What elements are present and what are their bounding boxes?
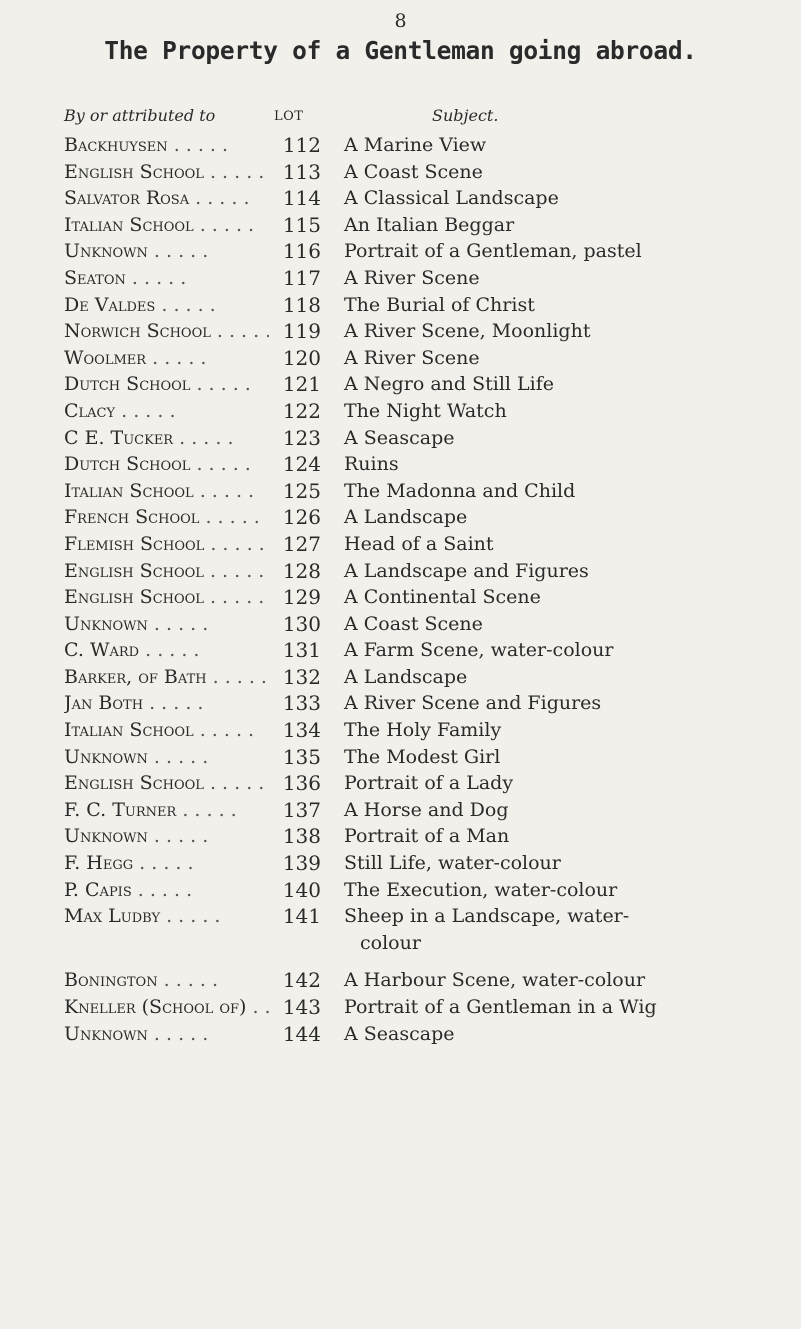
lot-number: 114 (282, 186, 321, 211)
lot-number: 136 (282, 771, 321, 796)
lot-artist: English School . . (64, 558, 269, 585)
lot-subject-text: A Seascape (344, 426, 455, 449)
lot-artist: Unknown . . (64, 823, 269, 850)
lot-subject-text: Still Life, water-colour (344, 852, 561, 875)
lot-number: 118 (282, 292, 321, 317)
lot-subject (344, 717, 784, 744)
lot-list (0, 132, 801, 1047)
lot-number: 142 (282, 968, 321, 993)
lot-row (0, 611, 801, 638)
lot-subject (344, 212, 784, 239)
lot-subject-text: The Burial of Christ (344, 293, 535, 316)
lot-artist: Jan Both . . (64, 690, 269, 717)
lot-number: 113 (282, 159, 321, 184)
lot-artist: F. Hegg . . (64, 850, 269, 877)
lot-row (0, 451, 801, 478)
lot-number: 141 (282, 904, 321, 929)
subject-column-header: Subject. (432, 106, 499, 125)
lot-subject (344, 850, 784, 877)
lot-subject-text: A Seascape (344, 1022, 455, 1045)
lot-row (0, 185, 801, 212)
lot-number: 122 (282, 398, 321, 423)
artist-column-header: By or attributed to (64, 106, 216, 125)
lot-subject (344, 903, 784, 956)
lot-artist: Italian School . . (64, 478, 269, 505)
lot-row (0, 1021, 801, 1048)
lot-subject (344, 238, 784, 265)
lot-artist: Unknown . . (64, 1021, 269, 1048)
lot-subject (344, 637, 784, 664)
lot-number: 135 (282, 744, 321, 769)
lot-artist: F. C. Turner . . (64, 797, 269, 824)
lot-row (0, 664, 801, 691)
lot-subject-text: A Classical Landscape (344, 187, 559, 210)
lot-row (0, 478, 801, 505)
lot-subject (344, 398, 784, 425)
lot-subject-text: The Night Watch (344, 399, 507, 422)
lot-subject (344, 292, 784, 319)
lot-row (0, 371, 801, 398)
lot-subject-text: The Madonna and Child (344, 479, 576, 502)
lot-subject-text: An Italian Beggar (344, 213, 515, 236)
lot-subject-text: Portrait of a Lady (344, 772, 514, 795)
lot-row (0, 318, 801, 345)
lot-subject-text: A Coast Scene (344, 160, 483, 183)
lot-number: 137 (282, 797, 321, 822)
lot-subject-text: Portrait of a Gentleman, pastel (344, 240, 642, 263)
lot-number: 130 (282, 611, 321, 636)
lot-subject-text: Portrait of a Man (344, 825, 510, 848)
lot-number: 129 (282, 585, 321, 610)
lot-subject-text: Head of a Saint (344, 532, 494, 555)
lot-row (0, 584, 801, 611)
lot-subject (344, 994, 784, 1021)
lot-artist: Backhuysen . . (64, 132, 269, 159)
lot-subject (344, 345, 784, 372)
lot-number: 126 (282, 505, 321, 530)
lot-artist: Norwich School . . (64, 318, 269, 345)
lot-subject (344, 504, 784, 531)
lot-subject-text: A River Scene (344, 346, 480, 369)
lot-artist: English School . . (64, 584, 269, 611)
lot-artist: C. Ward . . (64, 637, 269, 664)
lot-subject-text: A Marine View (344, 134, 487, 156)
lot-subject (344, 744, 784, 771)
lot-row (0, 238, 801, 265)
lot-subject-text: A Coast Scene (344, 612, 483, 635)
lot-row (0, 877, 801, 904)
lot-number: 125 (282, 478, 321, 503)
lot-artist: Italian School . . (64, 212, 269, 239)
lot-subject-text: A River Scene (344, 266, 480, 289)
lot-number: 134 (282, 718, 321, 743)
lot-subject (344, 797, 784, 824)
lot-subject (344, 425, 784, 452)
lot-artist: Italian School . . (64, 717, 269, 744)
lot-subject-text: A River Scene and Figures (344, 692, 602, 715)
lot-row (0, 212, 801, 239)
lot-subject (344, 558, 784, 585)
lot-subject-text: A Horse and Dog (344, 798, 509, 821)
lot-row (0, 770, 801, 797)
lot-row (0, 994, 801, 1021)
lot-artist: Bonington . . (64, 967, 269, 994)
lot-row (0, 717, 801, 744)
lot-artist: Flemish School . . (64, 531, 269, 558)
lot-subject (344, 770, 784, 797)
lot-row (0, 132, 801, 159)
lot-artist: Kneller (School of) . . (64, 994, 269, 1021)
lot-row (0, 345, 801, 372)
lot-subject (344, 185, 784, 212)
lot-subject-text: The Modest Girl (344, 745, 501, 768)
lot-number: 131 (282, 638, 321, 663)
lot-number: 119 (282, 319, 321, 344)
lot-number: 138 (282, 824, 321, 849)
lot-artist: Dutch School . . (64, 371, 269, 398)
lot-artist: Max Ludby . . (64, 903, 269, 930)
lot-subject (344, 371, 784, 398)
lot-number: 128 (282, 558, 321, 583)
lot-subject (344, 664, 784, 691)
lot-number: 132 (282, 664, 321, 689)
lot-number: 124 (282, 452, 321, 477)
lot-row (0, 558, 801, 585)
lot-number: 133 (282, 691, 321, 716)
lot-artist: Unknown . . (64, 611, 269, 638)
lot-number: 117 (282, 265, 321, 290)
lot-subject (344, 611, 784, 638)
lot-artist: De Valdes . . (64, 292, 269, 319)
lot-row (0, 504, 801, 531)
lot-row (0, 690, 801, 717)
lot-subject-text: Portrait of a Gentleman in a Wig (344, 996, 657, 1018)
lot-number: 139 (282, 851, 321, 876)
lot-artist: French School . . (64, 504, 269, 531)
lot-row (0, 292, 801, 319)
lot-subject (344, 531, 784, 558)
lot-row (0, 823, 801, 850)
lot-subject-text: A River Scene, Moonlight (344, 320, 591, 343)
lot-subject-text: A Landscape and Figures (344, 559, 589, 582)
lot-subject (344, 159, 784, 186)
lot-subject-text: Sheep in a Landscape, water- (344, 905, 630, 928)
lot-subject (344, 690, 784, 717)
lot-subject (344, 584, 784, 611)
lot-number: 123 (282, 425, 321, 450)
lot-row (0, 744, 801, 771)
lot-subject (344, 318, 784, 345)
lot-number: 116 (282, 239, 321, 264)
lot-subject-text: The Execution, water-colour (344, 878, 618, 901)
lot-subject-text: A Negro and Still Life (344, 373, 555, 396)
lot-subject-continuation: colour (360, 931, 421, 954)
lot-artist: Salvator Rosa . . (64, 185, 269, 212)
column-headers (0, 106, 801, 130)
lot-number: 127 (282, 531, 321, 556)
lot-number: 121 (282, 372, 321, 397)
lot-artist: Seaton . . (64, 265, 269, 292)
page-number: 8 (394, 10, 407, 32)
lot-subject (344, 265, 784, 292)
lot-number: 144 (282, 1021, 321, 1046)
lot-artist: Unknown . . (64, 744, 269, 771)
lot-artist: English School . . (64, 770, 269, 797)
lot-number: 115 (282, 212, 321, 237)
lot-row (0, 967, 801, 994)
lot-subject (344, 877, 784, 904)
lot-number: 112 (282, 133, 321, 157)
page-title: The Property of a Gentleman going abroad. (104, 36, 697, 65)
lot-artist: Barker, of Bath . . (64, 664, 269, 691)
lot-artist: Unknown . . (64, 238, 269, 265)
lot-row (0, 903, 801, 956)
lot-row (0, 425, 801, 452)
lot-row (0, 637, 801, 664)
lot-subject (344, 823, 784, 850)
lot-row (0, 159, 801, 186)
lot-subject (344, 132, 784, 159)
lot-artist: P. Capis . . (64, 877, 269, 904)
lot-artist: Woolmer . . (64, 345, 269, 372)
lot-subject-text: A Harbour Scene, water-colour (344, 969, 646, 992)
lot-number: 120 (282, 345, 321, 370)
lot-row (0, 797, 801, 824)
lot-subject-text: A Farm Scene, water-colour (344, 639, 614, 662)
lot-subject-text: Ruins (344, 453, 399, 476)
lot-subject (344, 451, 784, 478)
lot-artist: Clacy . . (64, 398, 269, 425)
lot-row (0, 265, 801, 292)
lot-row (0, 398, 801, 425)
lot-artist: English School . . (64, 159, 269, 186)
lot-artist: C E. Tucker . . (64, 425, 269, 452)
lot-subject (344, 1021, 784, 1048)
lot-row (0, 531, 801, 558)
lot-subject (344, 478, 784, 505)
lot-number: 140 (282, 877, 321, 902)
lot-subject-text: The Holy Family (344, 719, 502, 742)
lot-row (0, 850, 801, 877)
lot-subject-text: A Landscape (344, 665, 468, 688)
lot-artist: Dutch School . . (64, 451, 269, 478)
lot-subject-text: A Continental Scene (344, 586, 541, 609)
lot-column-header: LOT (274, 109, 304, 124)
lot-number: 143 (282, 995, 321, 1019)
lot-subject (344, 967, 784, 994)
lot-subject-text: A Landscape (344, 506, 468, 529)
